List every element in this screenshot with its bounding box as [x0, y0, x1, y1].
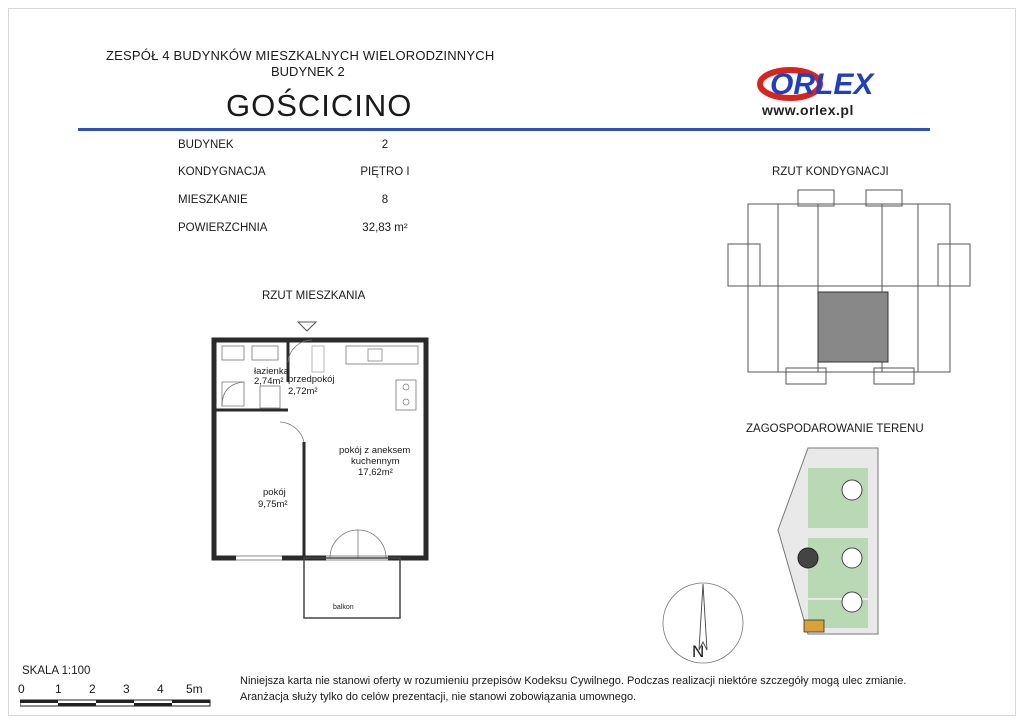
- scale-tick-2: 2: [89, 682, 96, 696]
- info-label-floor: KONDYGNACJA: [178, 166, 266, 178]
- info-value-apartment: 8: [381, 194, 389, 206]
- info-label-area: POWIERZCHNIA: [178, 222, 268, 234]
- room-name-hall: przedpokój: [288, 374, 335, 385]
- info-label-apartment: MIESZKANIE: [178, 194, 248, 206]
- floor-plan-title: RZUT KONDYGNACJI: [772, 166, 889, 178]
- scale-tick-5: 5m: [186, 682, 203, 696]
- apartment-plan: [200, 312, 440, 632]
- disclaimer-note: [240, 673, 960, 705]
- scale-tick-0: 0: [18, 682, 25, 696]
- room-area-bathroom: 2,74m²: [254, 376, 284, 387]
- info-value-area: 32,83 m²: [362, 222, 408, 234]
- room-area-bedroom: 9,75m²: [258, 499, 288, 510]
- room-name-bedroom: pokój: [263, 487, 286, 498]
- room-area-hall: 2,72m²: [288, 386, 318, 397]
- scale-tick-4: 4: [157, 682, 164, 696]
- site-plan: [768, 440, 888, 640]
- balcony-label: balkon: [333, 604, 354, 611]
- compass-north-label: N: [692, 642, 705, 661]
- room-area-living-kitchen: 17,62m²: [358, 467, 393, 478]
- scale-label: SKALA 1:100: [22, 665, 91, 677]
- logo-url: www.orlex.pl: [762, 102, 854, 118]
- room-name-living-kitchen: pokój z aneksem: [339, 445, 411, 456]
- room-name-bathroom: łazienka: [254, 366, 289, 377]
- info-label-building: BUDYNEK: [178, 139, 234, 151]
- scale-tick-3: 3: [123, 682, 130, 696]
- scale-bar: [20, 680, 220, 710]
- disclaimer-line-2: Aranżacja służy tylko do celów prezentacji, nie stanowi zobowiązania umownego.: [240, 691, 637, 703]
- svg-text:ORLEX: ORLEX: [770, 68, 874, 101]
- info-value-floor: PIĘTRO I: [360, 166, 410, 178]
- plan-title: RZUT MIESZKANIA: [262, 290, 366, 302]
- site-plan-title: ZAGOSPODAROWANIE TERENU: [746, 423, 924, 435]
- disclaimer-line-1: Niniejsza karta nie stanowi oferty w rozumieniu przepisów Kodeksu Cywilnego. Podczas realizacji niektóre szczegóły mogą ulec zmianie.: [240, 675, 907, 687]
- project-title: ZESPÓŁ 4 BUDYNKÓW MIESZKALNYCH WIELORODZINNYCH: [106, 48, 495, 63]
- scale-tick-1: 1: [55, 682, 62, 696]
- building-subtitle: BUDYNEK 2: [271, 64, 345, 79]
- floor-plan: [718, 182, 980, 390]
- room-name-living-kitchen-2: kuchennym: [351, 456, 400, 467]
- header-divider: [78, 128, 930, 131]
- city-title: GOŚCICINO: [226, 88, 413, 123]
- info-value-building: 2: [381, 139, 389, 151]
